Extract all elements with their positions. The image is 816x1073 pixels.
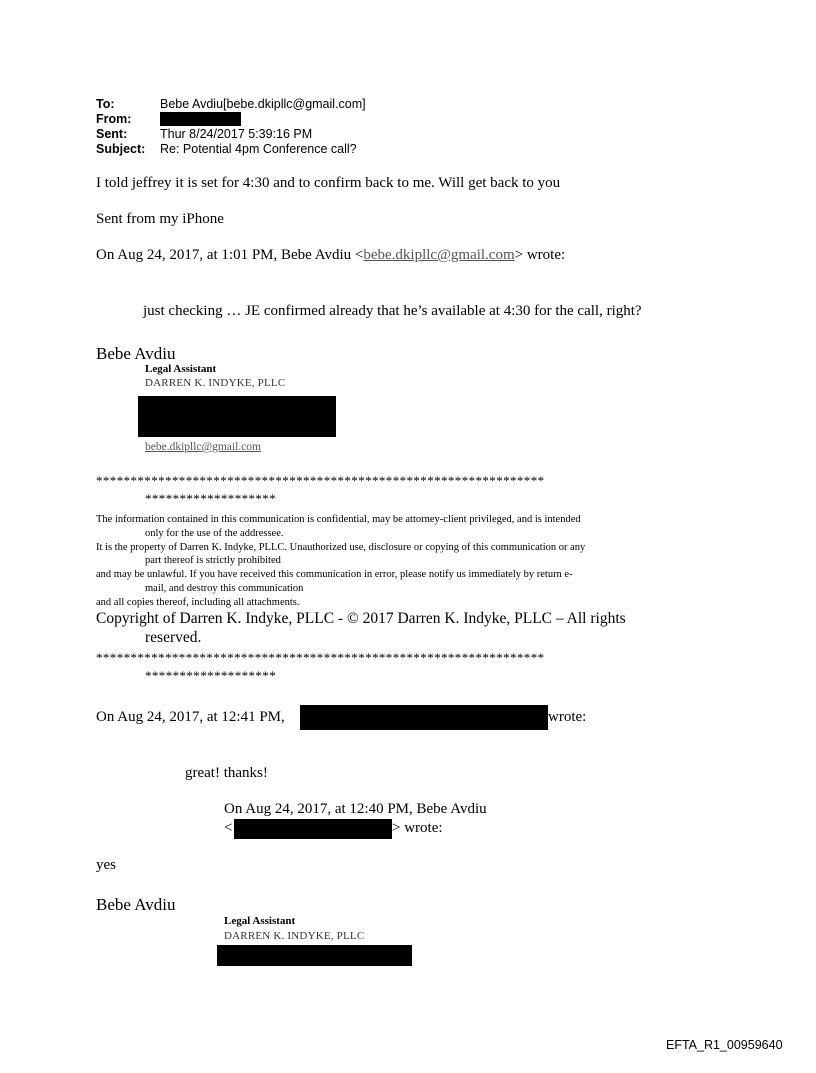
document-id: EFTA_R1_00959640 [666, 1038, 783, 1052]
disclaimer-line: part thereof is strictly prohibited [145, 555, 281, 566]
checking-line: just checking … JE confirmed already that he’s available at 4:30 for the call, right? [143, 303, 642, 319]
quote-email-link[interactable]: bebe.dkipllc@gmail.com [363, 247, 515, 263]
quote-header-1-suffix: > wrote: [514, 247, 566, 263]
to-value: Bebe Avdiu[bebe.dkipllc@gmail.com] [160, 97, 366, 111]
disclaimer-line: mail, and destroy this communication [145, 583, 304, 594]
quote-header-1 [96, 247, 565, 264]
from-label: From: [96, 112, 132, 126]
great-line: great! thanks! [185, 765, 268, 781]
sent-from-line: Sent from my iPhone [96, 211, 224, 227]
sent-label: Sent: [96, 127, 128, 141]
disclaimer-line: only for the use of the addressee. [145, 528, 284, 539]
subject-value: Re: Potential 4pm Conference call? [160, 142, 357, 156]
subject-label: Subject: [96, 142, 146, 156]
signature-2-firm: DARREN K. INDYKE, PLLC [224, 930, 365, 942]
quote-header-3-open: < [224, 820, 233, 836]
copyright-line: Copyright of Darren K. Indyke, PLLC - © 2017 Darren K. Indyke, PLLC – All rights [96, 610, 626, 627]
disclaimer-line: The information contained in this communication is confidential, may be attorney-client privileged, and is intended [96, 514, 581, 525]
sent-value: Thur 8/24/2017 5:39:16 PM [160, 127, 313, 141]
signature-2-title: Legal Assistant [224, 915, 296, 927]
disclaimer-line: and may be unlawful. If you have received this communication in error, please notify us immediately by return e- [96, 569, 573, 580]
to-label: To: [96, 97, 115, 111]
quote-header-3-redaction [234, 819, 392, 839]
quote-header-2-prefix: On Aug 24, 2017, at 12:41 PM, [96, 709, 285, 725]
quote-header-1-prefix: On Aug 24, 2017, at 1:01 PM, Bebe Avdiu < [96, 247, 364, 263]
signature-redaction [138, 396, 336, 437]
copyright-line: reserved. [145, 629, 202, 646]
signature-name: Bebe Avdiu [96, 344, 176, 363]
quote-header-2-redaction [300, 705, 548, 730]
message-line: I told jeffrey it is set for 4:30 and to confirm back to me. Will get back to you [96, 175, 561, 191]
from-redaction [160, 112, 241, 126]
signature-title: Legal Assistant [145, 363, 217, 375]
signature-2-redaction [217, 945, 412, 966]
disclaimer-line: and all copies thereof, including all attachments. [96, 597, 300, 608]
quote-header-3-suffix: > wrote: [392, 820, 443, 836]
yes-line: yes [96, 857, 116, 873]
stars-divider-top-short: ******************* [145, 491, 277, 506]
signature-email-link[interactable]: bebe.dkipllc@gmail.com [145, 441, 261, 453]
stars-divider-bottom-short: ******************* [145, 668, 277, 683]
stars-divider-bottom: ***************************************************************** [96, 650, 545, 665]
quote-header-3-line1: On Aug 24, 2017, at 12:40 PM, Bebe Avdiu [224, 801, 487, 817]
disclaimer-line: It is the property of Darren K. Indyke, PLLC. Unauthorized use, disclosure or copying of this communication or any [96, 542, 586, 553]
quote-header-2-suffix: wrote: [548, 709, 587, 725]
signature-2-name: Bebe Avdiu [96, 895, 176, 914]
signature-firm: DARREN K. INDYKE, PLLC [145, 377, 286, 389]
stars-divider-top: ***************************************************************** [96, 473, 545, 488]
